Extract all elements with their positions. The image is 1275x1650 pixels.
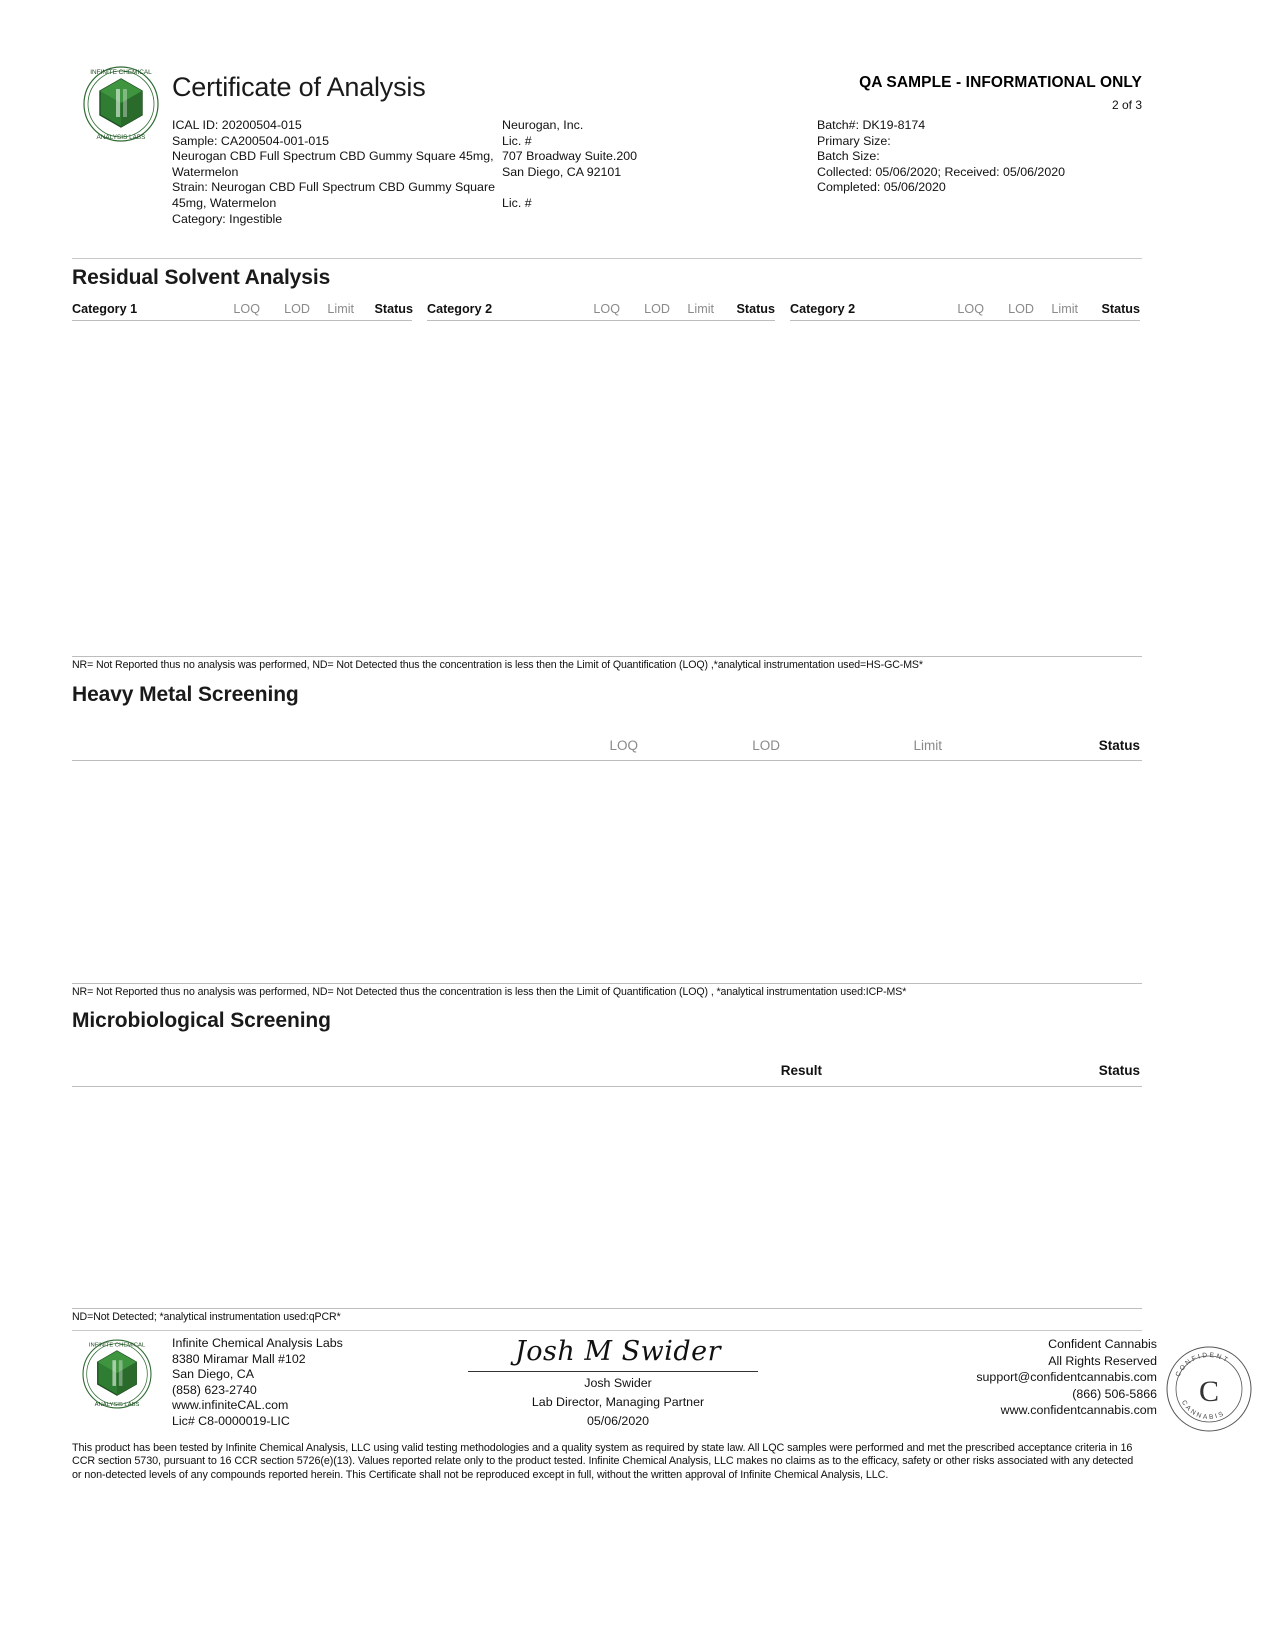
lab-address-1: 8380 Miramar Mall #102	[172, 1351, 306, 1366]
confident-cannabis-block	[837, 1336, 1157, 1419]
client-license-1: Lic. #	[502, 133, 532, 148]
batch-info-block	[817, 118, 1147, 196]
svg-text:ANALYSIS LABS: ANALYSIS LABS	[96, 134, 146, 141]
lab-address-2: San Diego, CA	[172, 1367, 254, 1382]
confident-cannabis-seal-icon	[1165, 1345, 1253, 1433]
column-limit-3: Limit	[1051, 302, 1078, 316]
sample-info-block	[172, 118, 502, 227]
column-category-2: Category 2	[427, 302, 493, 316]
column-category-1: Category 1	[72, 302, 138, 316]
cc-website[interactable]: www.confidentcannabis.com	[1000, 1403, 1157, 1417]
header-divider	[72, 258, 1142, 259]
heavy-metal-title: Heavy Metal Screening	[72, 683, 299, 706]
rs-rule-2	[427, 320, 775, 321]
client-address-2: San Diego, CA 92101	[502, 164, 622, 179]
column-limit-1: Limit	[327, 302, 354, 316]
client-company: Neurogan, Inc.	[502, 118, 584, 132]
signature-block	[468, 1336, 768, 1429]
svg-text:C: C	[1198, 1375, 1220, 1408]
lab-website[interactable]: www.infiniteCAL.com	[172, 1398, 289, 1413]
mb-rule	[72, 1086, 1142, 1087]
lab-logo-icon	[72, 65, 170, 143]
batch-number: Batch#: DK19-8174	[817, 118, 926, 132]
svg-text:INFINITE CHEMICAL: INFINITE CHEMICAL	[90, 69, 152, 76]
svg-text:CANNABIS: CANNABIS	[1179, 1399, 1227, 1422]
page-number: 2 of 3	[1111, 98, 1142, 112]
svg-text:CONFIDENT: CONFIDENT	[1174, 1351, 1231, 1379]
column-category-3: Category 2	[790, 302, 856, 316]
rs-rule-1	[72, 320, 412, 321]
lab-logo-footer-icon	[72, 1338, 162, 1410]
rs-footnote-rule	[72, 656, 1142, 657]
residual-solvent-title: Residual Solvent Analysis	[72, 266, 331, 289]
page-title: Certificate of Analysis	[172, 72, 426, 102]
legal-disclaimer: This product has been tested by Infinite Chemical Analysis, LLC using valid testing methodologies and a quality system as required by state law. All LQC samples were performed and met the prescribed acceptance criteria in 16 CCR section 5730, pursuant to 16 CCR section 5726(e)(13). Values reported relate only to the product tested. Infinite Chemical Analysis, LLC makes no claims as to the efficacy, safety or other risks associated with any detected or non-detected levels of any compounds reported herein. This Certificate shall not be reproduced except in full, without the written approval of Infinite Chemical Analysis, LLC.	[72, 1442, 1134, 1481]
hm-footnote-rule	[72, 983, 1142, 984]
column-limit: Limit	[913, 738, 942, 753]
column-lod-2: LOD	[644, 302, 670, 316]
document-header	[72, 60, 1142, 235]
column-loq-1: LOQ	[233, 302, 260, 316]
lab-phone: (858) 623-2740	[172, 1382, 257, 1397]
signature-image: Josh M Swider	[514, 1336, 722, 1367]
strain-name: Strain: Neurogan CBD Full Spectrum CBD Gummy Square 45mg, Watermelon	[172, 180, 499, 210]
column-status-3: Status	[1101, 302, 1140, 316]
column-lod-3: LOD	[1008, 302, 1034, 316]
signature-line	[468, 1371, 758, 1372]
column-status: Status	[1098, 738, 1140, 753]
microbiological-footnote: ND=Not Detected; *analytical instrumentation used:qPCR*	[72, 1311, 341, 1323]
microbiological-title: Microbiological Screening	[72, 1009, 331, 1032]
cc-rights: All Rights Reserved	[1048, 1353, 1157, 1368]
hm-rule	[72, 760, 1142, 761]
qa-sample-note: QA SAMPLE - INFORMATIONAL ONLY	[859, 74, 1142, 91]
cc-phone: (866) 506-5866	[1072, 1386, 1157, 1401]
sample-id: Sample: CA200504-001-015	[172, 133, 330, 148]
signer-name: Josh Swider	[584, 1376, 652, 1390]
rs-rule-3	[790, 320, 1140, 321]
column-limit-2: Limit	[687, 302, 714, 316]
cc-email[interactable]: support@confidentcannabis.com	[976, 1370, 1157, 1384]
svg-text:ANALYSIS LABS: ANALYSIS LABS	[94, 1402, 140, 1409]
product-name: Neurogan CBD Full Spectrum CBD Gummy Square 45mg, Watermelon	[172, 149, 498, 179]
client-address-1: 707 Broadway Suite.200	[502, 149, 638, 164]
residual-solvent-footnote: NR= Not Reported thus no analysis was performed, ND= Not Detected thus the concentration is less then the Limit of Quantification (LOQ) ,*analytical instrumentation used=HS-GC-MS*	[72, 659, 923, 671]
cc-name: Confident Cannabis	[1048, 1337, 1157, 1351]
primary-size: Primary Size:	[817, 133, 891, 148]
column-loq-3: LOQ	[957, 302, 984, 316]
column-status-1: Status	[374, 302, 413, 316]
client-license-2: Lic. #	[502, 195, 532, 210]
column-lod: LOD	[752, 738, 780, 753]
column-lod-1: LOD	[284, 302, 310, 316]
heavy-metal-footnote: NR= Not Reported thus no analysis was performed, ND= Not Detected thus the concentration is less then the Limit of Quantification (LOQ) , *analytical instrumentation used:ICP-MS*	[72, 986, 907, 998]
lab-license: Lic# C8-0000019-LIC	[172, 1413, 290, 1428]
batch-size: Batch Size:	[817, 149, 880, 164]
ical-id: ICAL ID: 20200504-015	[172, 118, 302, 132]
lab-address-block	[172, 1336, 343, 1430]
spacer	[502, 180, 812, 196]
lab-name: Infinite Chemical Analysis Labs	[172, 1336, 343, 1350]
client-info-block	[502, 118, 812, 212]
sample-category: Category: Ingestible	[172, 211, 283, 226]
svg-text:INFINITE CHEMICAL: INFINITE CHEMICAL	[88, 1342, 146, 1349]
completed-date: Completed: 05/06/2020	[817, 180, 946, 195]
column-loq-2: LOQ	[593, 302, 620, 316]
mb-footnote-rule	[72, 1308, 1142, 1309]
column-status-2: Status	[736, 302, 775, 316]
signer-title: Lab Director, Managing Partner	[531, 1395, 705, 1409]
column-loq: LOQ	[609, 738, 638, 753]
collected-received-dates: Collected: 05/06/2020; Received: 05/06/2020	[817, 164, 1065, 179]
column-result: Result	[780, 1063, 822, 1078]
column-status: Status	[1098, 1063, 1140, 1078]
footer-divider	[72, 1330, 1142, 1331]
signature-date: 05/06/2020	[586, 1414, 649, 1428]
